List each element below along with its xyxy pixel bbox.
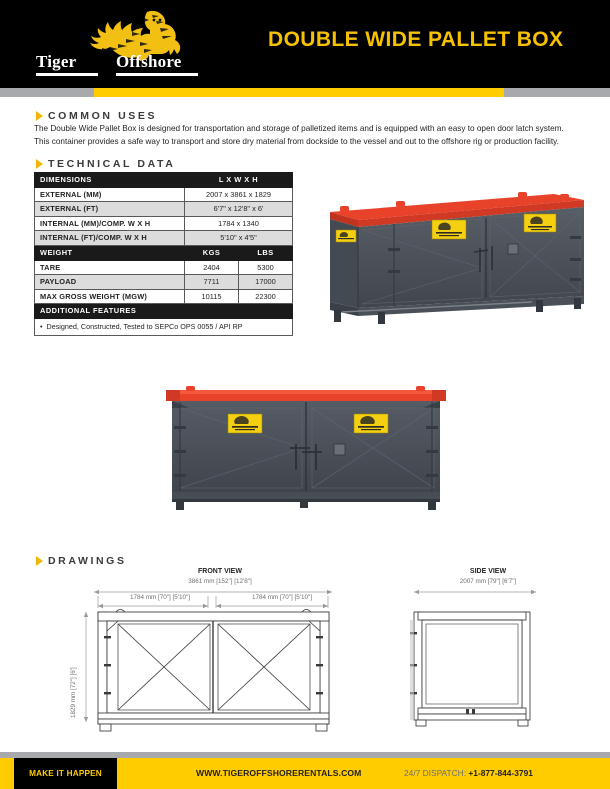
table-row [35,187,293,202]
side-view-depth-label: 2007 mm [79"] [6'7"] [459,578,517,585]
footer-tagline: MAKE IT HAPPEN [29,769,102,778]
logo-wordmark [32,50,200,78]
table-row-features-header [35,304,293,319]
common-uses-paragraph: The Double Wide Pallet Box is designed for transportation and storage of palletized items and is equipped with an easy to open door latch system. This container provides a safe way to transport and store dry material from dockside to the vessel and out to the offshore rig or production facility. [34,124,564,146]
table-row-feature [35,318,293,335]
cell-label: MAX GROSS WEIGHT (MGW) [35,289,185,304]
section-heading-drawings: DRAWINGS [48,555,127,567]
section-heading-common-uses: COMMON USES [48,110,158,122]
cell-feature-item [35,318,293,335]
cell-weight-label: WEIGHT [35,245,185,260]
front-view-right-panel-label: 1784 mm [70"] [5'10"] [252,594,312,601]
table-row-weight-header [35,245,293,260]
table-row-dimensions-header [35,173,293,188]
section-arrow-technical-data [36,159,43,169]
front-view-left-panel-label: 1784 mm [70"] [5'10"] [130,594,190,601]
footer-phone-number[interactable]: +1-877-844-3791 [468,768,533,778]
cell-label: EXTERNAL (FT) [35,202,185,217]
table-row [35,202,293,217]
front-view-title: FRONT VIEW [198,568,242,575]
section-arrow-drawings [36,556,43,566]
cell-lbs: 22300 [239,289,293,304]
container-front-photo [150,378,462,510]
table-row [35,260,293,275]
logo-rule-right [116,73,198,76]
cell-lbs: 17000 [239,275,293,290]
cell-kgs: 7711 [185,275,239,290]
cell-lbs: 5300 [239,260,293,275]
brand-logo[interactable] [32,10,200,86]
logo-rule-left [36,73,98,76]
cell-dimensions-value: L X W X H [185,173,293,188]
logo-word-tiger: Tiger [36,52,77,71]
cell-value: 1784 x 1340 [185,216,293,231]
feature-text: Designed, Constructed, Tested to SEPCo OPS 0055 / API RP [46,321,243,331]
cell-value: 5'10" x 4'5" [185,231,293,246]
bullet-icon: • [40,321,47,331]
page-header [0,0,610,88]
cell-label: TARE [35,260,185,275]
technical-data-table [34,172,293,336]
footer-website-link[interactable]: WWW.TIGEROFFSHORERENTALS.COM [196,768,362,778]
side-view-title: SIDE VIEW [469,568,507,575]
cell-label: EXTERNAL (MM) [35,187,185,202]
cell-label: INTERNAL (FT)/COMP. W X H [35,231,185,246]
header-divider-yellow [94,88,504,97]
table-row [35,289,293,304]
front-view-height-label: 1829 mm [72"] [6'] [70,667,77,718]
cell-value: 2007 x 3861 x 1829 [185,187,293,202]
front-view-drawing [80,586,346,736]
cell-kgs: 10115 [185,289,239,304]
section-arrow-common-uses [36,111,43,121]
container-perspective-photo [322,186,594,326]
cell-kgs-header: KGS [185,245,239,260]
cell-kgs: 2404 [185,260,239,275]
table-row [35,275,293,290]
front-view-overall-width-label: 3861 mm [152"] [12'8"] [188,578,252,585]
cell-features-header: ADDITIONAL FEATURES [35,304,293,319]
cell-value: 6'7" x 12'8" x 6' [185,202,293,217]
table-row [35,216,293,231]
cell-lbs-header: LBS [239,245,293,260]
cell-label: PAYLOAD [35,275,185,290]
table-row [35,231,293,246]
logo-word-offshore: Offshore [116,52,182,71]
cell-dimensions-label: DIMENSIONS [35,173,185,188]
footer-dispatch-label: 24/7 DISPATCH: [404,768,467,778]
cell-label: INTERNAL (MM)/COMP. W X H [35,216,185,231]
page-title: DOUBLE WIDE PALLET BOX [268,28,564,51]
side-view-drawing [408,586,558,736]
section-heading-technical-data: TECHNICAL DATA [48,158,176,170]
footer-dispatch [404,758,533,789]
